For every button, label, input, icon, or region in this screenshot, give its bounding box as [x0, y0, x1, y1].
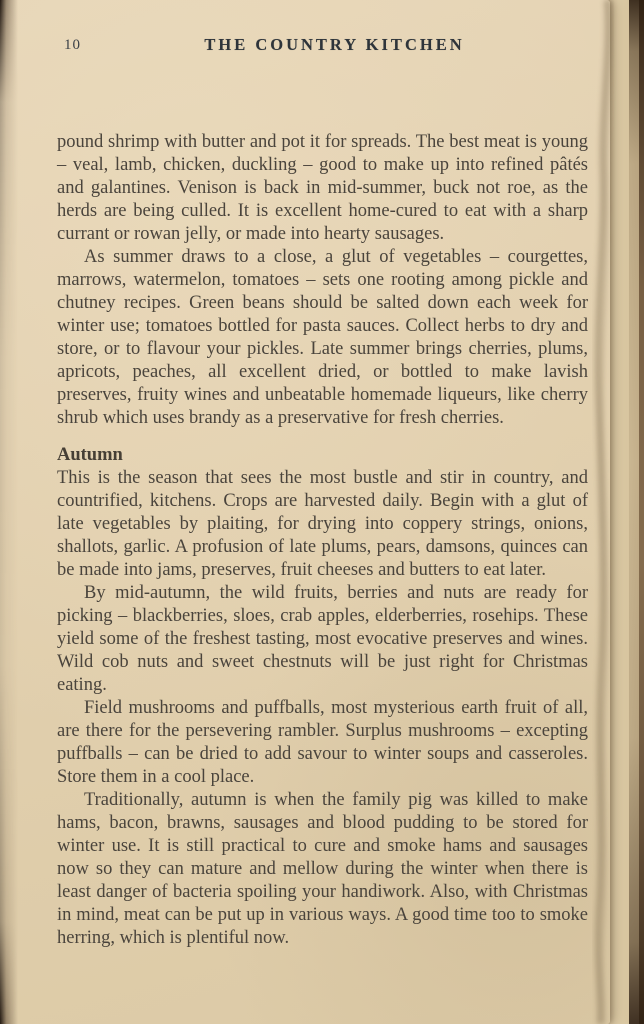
paragraph: As summer draws to a close, a glut of vegetables – courgettes, marrows, watermelon, tomatoes – sets one rooting among pickle and chutney recipes. Green beans should be salted down each week for winter use; tomatoes bottled for pasta sauces. Collect herbs to dry and store, or to flavour your pickles. Late summer brings cherries, plums, apricots, peaches, all excellent dried, or bottled to make lavish preserves, fruity wines and unbeatable homemade liqueurs, like cherry shrub which uses brandy as a preservative for fresh cherries. — [57, 247, 588, 428]
page-number: 10 — [64, 37, 81, 53]
paragraph: Traditionally, autumn is when the family pig was killed to make hams, bacon, brawns, sausages and blood pudding to be stored for winter use. It is still practical to cure and smoke hams and sausages now so they can mature and mellow during the winter when there is least danger of bacteria spoiling your handiwork. Also, with Christmas in mind, meat can be put up in various ways. A good time too to smoke herring, which is plentiful now. — [57, 790, 588, 948]
paragraph: pound shrimp with butter and pot it for spreads. The best meat is young – veal, lamb, chicken, duckling – good to make up into refined pâtés and galantines. Venison is back in mid-summer, buck not roe, as the herds are being culled. It is excellent home-cured to eat with a sharp currant or rowan jelly, or made into hearty sausages. — [57, 132, 588, 244]
paragraph: Field mushrooms and puffballs, most mysterious earth fruit of all, are there for the persevering rambler. Surplus mushrooms – excepting puffballs – can be dried to add savour to winter soups and casseroles. Store them in a cool place. — [57, 698, 588, 787]
section-heading: Autumn — [57, 445, 123, 465]
page-header — [57, 35, 588, 55]
running-title: THE COUNTRY KITCHEN — [204, 35, 465, 54]
paragraph: By mid-autumn, the wild fruits, berries and nuts are ready for picking – blackberries, sloes, crab apples, elderberries, rosehips. These yield some of the freshest tasting, most evocative preserves and wines. Wild cob nuts and sweet chestnuts will be just right for Christmas eating. — [57, 583, 588, 695]
paragraph: This is the season that sees the most bustle and stir in country, and countrified, kitchens. Crops are harvested daily. Begin with a glut of late vegetables by plaiting, for drying into coppery strings, onions, shallots, garlic. A profusion of late plums, pears, damsons, quinces can be made into jams, preserves, fruit cheeses and butters to eat later. — [57, 468, 588, 580]
page-body — [57, 131, 588, 950]
right-edge-line — [639, 0, 644, 1024]
left-gutter-shadow — [0, 0, 18, 1024]
page-edge-deckle-shadow — [586, 0, 626, 1024]
